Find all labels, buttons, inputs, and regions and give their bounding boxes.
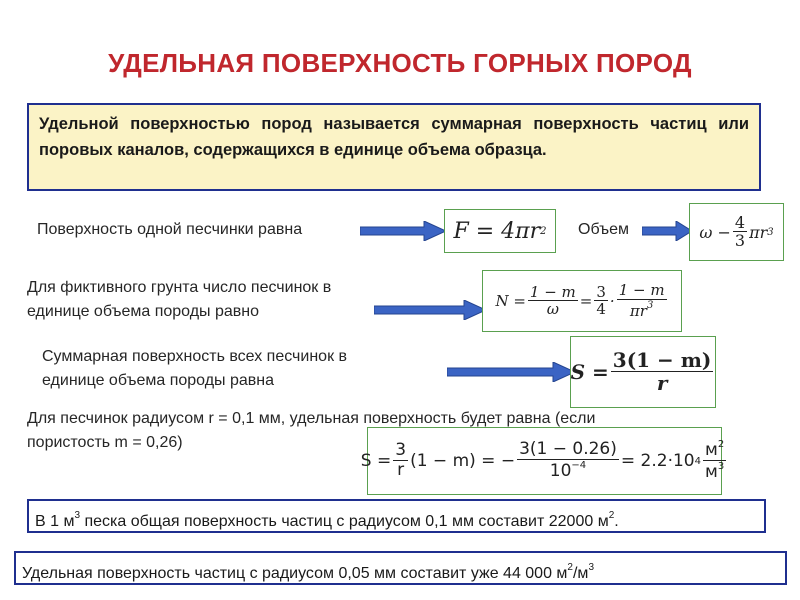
formula-S: S = $\frac{3(1 - m)}{r}$ [570,336,716,408]
result-box-2: Удельная поверхность частиц с радиусом 0,05 мм составит уже 44 000 $м^2/м^3$ [14,551,787,585]
total-surface-label: Суммарная поверхность всех песчинок в единице объема породы равна [42,348,348,389]
example-label: Для песчинок радиусом r = 0,1 мм, удельная поверхность будет равна (если пористость m = 0,26) [27,410,596,451]
formula-calc: S = $\frac{3}{r}$ (1 − m) = − $\frac{3(1 - 0.26)}{10^{-4}}$ = 2.2·10 4 $\frac{м^2}{м^3}$ [367,427,722,495]
formula-F: F = 4πr 2 [444,209,556,253]
page-title: УДЕЛЬНАЯ ПОВЕРХНОСТЬ ГОРНЫХ ПОРОД [108,48,692,78]
formula-omega: ω − $\frac{4}{3}$ πr 3 [689,203,784,261]
definition-box: Удельной поверхностью пород называется суммарная поверхность частиц или поровых каналов, содержащихся в единице объема образца. [27,103,761,191]
formula-N: N = $\frac{1 - m}{\omega}$ = $\frac{3}{4}$ · $\frac{1 - m}{\pi r^3}$ [482,270,682,332]
arrow-2 [642,221,692,241]
arrow-1 [360,221,446,241]
arrow-3 [374,300,486,320]
result-box-1: В 1 $м^3$ песка общая поверхность частиц с радиусом 0,1 мм составит 22000 $м^2$. [27,499,766,533]
volume-label: Объем [578,221,629,238]
arrow-4 [447,362,575,382]
grain-surface-label: Поверхность одной песчинки равна [37,221,303,238]
grain-count-label: Для фиктивного грунта число песчинок в единице объема породы равно [27,279,332,320]
